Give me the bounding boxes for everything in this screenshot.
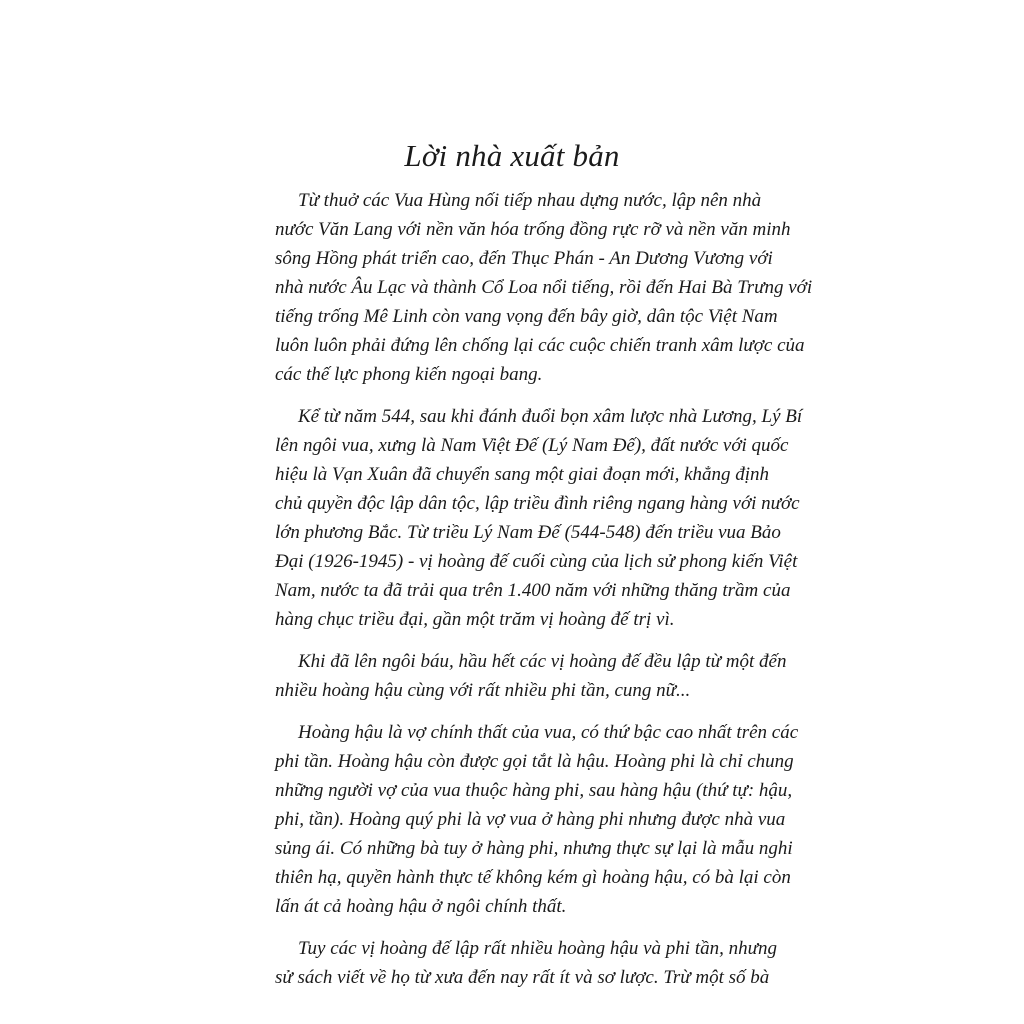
text-line: tiếng trống Mê Linh còn vang vọng đến bây giờ, dân tộc Việt Nam: [275, 306, 778, 327]
text-line: Kể từ năm 544, sau khi đánh đuổi bọn xâm lược nhà Lương, Lý Bí: [298, 406, 803, 427]
text-line: Hoàng hậu là vợ chính thất của vua, có thứ bậc cao nhất trên các: [298, 722, 799, 743]
text-line: chủ quyền độc lập dân tộc, lập triều đình riêng ngang hàng với nước: [275, 493, 800, 514]
text-line: nước Văn Lang với nền văn hóa trống đồng rực rỡ và nền văn minh: [275, 219, 791, 240]
text-line: nhiều hoàng hậu cùng với rất nhiều phi tần, cung nữ...: [275, 680, 691, 701]
text-line: lên ngôi vua, xưng là Nam Việt Đế (Lý Nam Đế), đất nước với quốc: [275, 435, 789, 456]
paragraph-2: [275, 402, 803, 634]
text-line: hiệu là Vạn Xuân đã chuyển sang một giai đoạn mới, khẳng định: [275, 464, 770, 485]
text-line: Nam, nước ta đã trải qua trên 1.400 năm với những thăng trầm của: [275, 580, 791, 601]
paragraph-1: [275, 186, 813, 389]
paragraph-4: [275, 718, 799, 921]
text-line: nhà nước Âu Lạc và thành Cổ Loa nổi tiếng, rồi đến Hai Bà Trưng với: [275, 277, 813, 298]
paragraph-5: [275, 934, 777, 992]
text-line: hàng chục triều đại, gần một trăm vị hoàng đế trị vì.: [275, 609, 675, 630]
text-line: sử sách viết về họ từ xưa đến nay rất ít và sơ lược. Trừ một số bà: [275, 967, 770, 988]
text-line: Từ thuở các Vua Hùng nối tiếp nhau dựng nước, lập nên nhà: [298, 190, 762, 211]
text-line: lấn át cả hoàng hậu ở ngôi chính thất.: [275, 896, 567, 917]
text-line: phi tần. Hoàng hậu còn được gọi tắt là hậu. Hoàng phi là chỉ chung: [275, 751, 794, 772]
page-title: Lời nhà xuất bản: [404, 138, 620, 173]
text-line: những người vợ của vua thuộc hàng phi, sau hàng hậu (thứ tự: hậu,: [275, 780, 793, 801]
text-line: Tuy các vị hoàng đế lập rất nhiều hoàng hậu và phi tần, nhưng: [298, 938, 777, 959]
text-line: lớn phương Bắc. Từ triều Lý Nam Đế (544-548) đến triều vua Bảo: [275, 522, 781, 543]
text-line: sông Hồng phát triển cao, đến Thục Phán - An Dương Vương với: [275, 248, 773, 269]
text-line: Khi đã lên ngôi báu, hầu hết các vị hoàng đế đều lập từ một đến: [298, 651, 787, 672]
text-line: phi, tần). Hoàng quý phi là vợ vua ở hàng phi nhưng được nhà vua: [275, 809, 786, 830]
text-line: Đại (1926-1945) - vị hoàng đế cuối cùng của lịch sử phong kiến Việt: [275, 551, 798, 572]
text-line: luôn luôn phải đứng lên chống lại các cuộc chiến tranh xâm lược của: [275, 335, 805, 356]
text-line: thiên hạ, quyền hành thực tế không kém gì hoàng hậu, có bà lại còn: [275, 867, 791, 888]
text-line: sủng ái. Có những bà tuy ở hàng phi, nhưng thực sự lại là mẫu nghi: [275, 838, 793, 859]
body-text: [275, 186, 813, 1005]
text-line: các thế lực phong kiến ngoại bang.: [275, 364, 543, 385]
paragraph-3: [275, 647, 787, 705]
